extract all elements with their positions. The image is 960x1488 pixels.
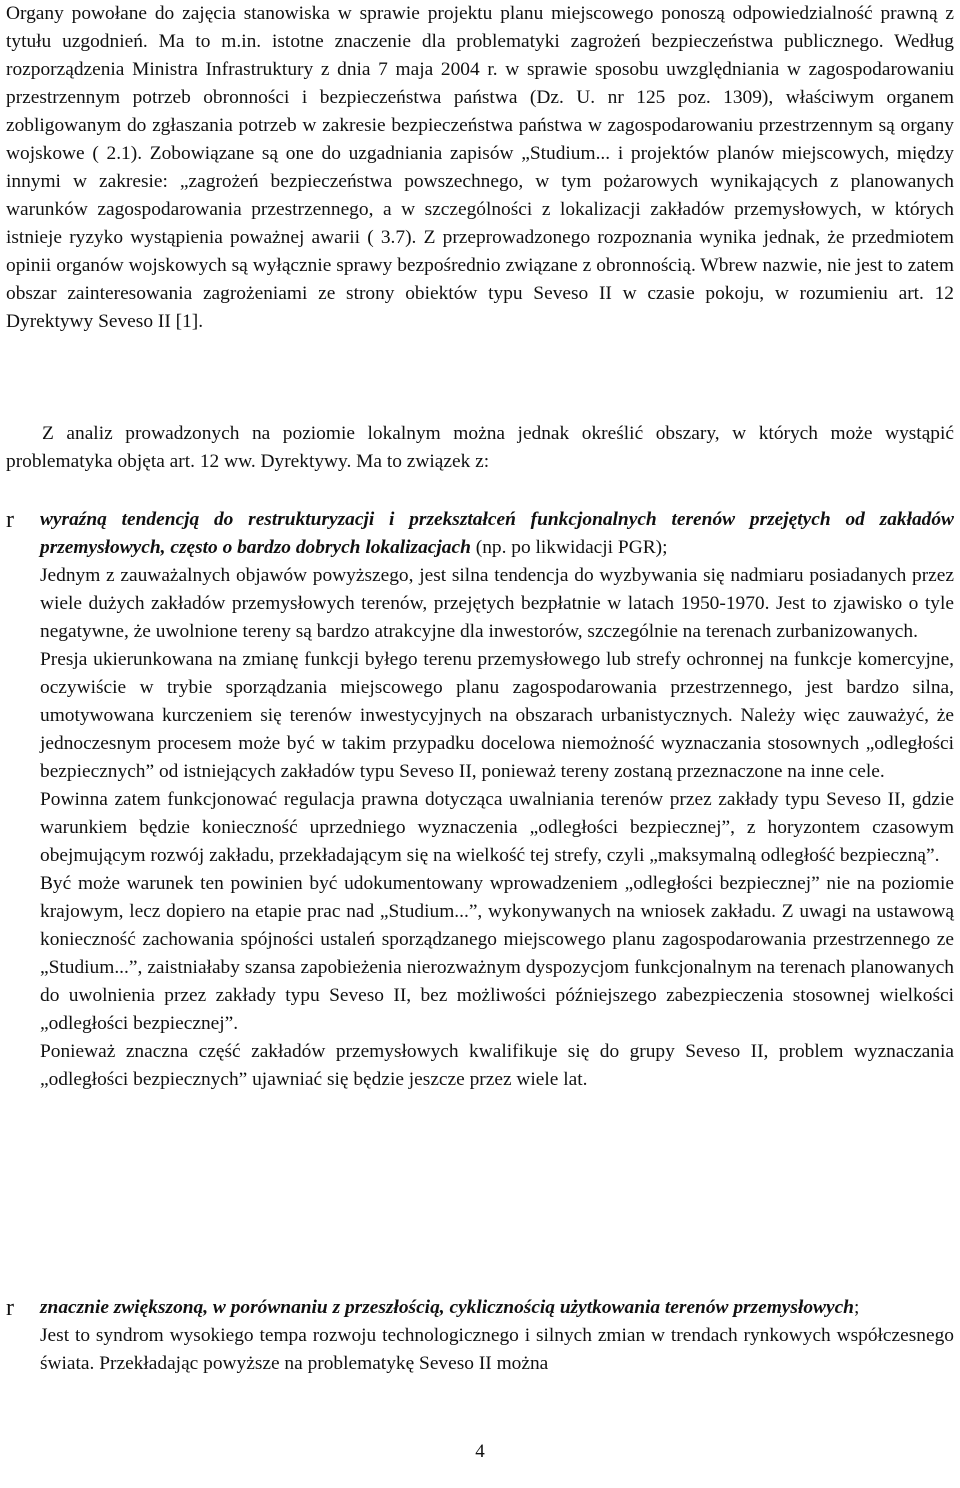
body-paragraph: Powinna zatem funkcjonować regulacja prawna dotycząca uwalniania terenów przez zakłady typu Seveso II, gdzie warunkiem będzie konieczność uprzedniego wyznaczenia „odległości bezpiecznej”, z horyzontem czasowym obejmującym rozwój zakładu, przekładającym się na wielkość tej strefy, czyli „maksymalną odległość bezpieczną”. — [40, 789, 954, 866]
emphasis-text: wyraźną tendencją do restrukturyzacji i przekształceń funkcjonalnych terenów przejętych od zakładów przemysłowych, często o bardzo dobrych lokalizacjach — [40, 509, 954, 558]
heading-tail: (np. po likwidacji PGR); — [470, 537, 668, 558]
list-item-heading — [40, 1294, 954, 1322]
intro-paragraph: Organy powołane do zajęcia stanowiska w sprawie projektu planu miejscowego ponoszą odpowiedzialność prawną z tytułu uzgodnień. Ma to m.in. istotne znaczenie dla problematyki zagrożeń bezpieczeństwa publicznego. Według rozporządzenia Ministra Infrastruktury z dnia 7 maja 2004 r. w sprawie sposobu uwzględniania w zagospodarowaniu przestrzennym potrzeb obronności i bezpieczeństwa państwa (Dz. U. nr 125 poz. 1309), właściwym organem zobligowanym do zgłaszania potrzeb w zakresie bezpieczeństwa państwa w zagospodarowaniu przestrzennym są organy wojskowe ( 2.1). Zobowiązane są one do uzgadniania zapisów „Studium... i projektów planów miejscowych, między innymi w zakresie: „zagrożeń bezpieczeństwa powszechnego, w tym pożarowych wynikających z planowanych warunków zagospodarowania przestrzennego, a w szczególności z lokalizacji zakładów przemysłowych, w których istnieje ryzyko wystąpienia poważnej awarii ( 3.7). Z przeprowadzonego rozpoznania wynika jednak, że przedmiotem opinii organów wojskowych są wyłącznie sprawy bezpośrednio związane z obronnością. Wbrew nazwie, nie jest to zatem obszar zainteresowania zagrożeniami ze strony obiektów typu Seveso II w czasie pokoju, w rozumieniu art. 12 Dyrektywy Seveso II [1]. — [6, 3, 954, 332]
body-paragraph: Presja ukierunkowana na zmianę funkcji byłego terenu przemysłowego lub strefy ochronnej na funkcje komercyjne, oczywiście w trybie sporządzania miejscowego planu zagospodarowania przestrzennego, jest bardzo silna, umotywowana kurczeniem się terenów inwestycyjnych na obszarach urbanistycznych. Należy więc zauważyć, że jednoczesnym procesem może być w takim przypadku docelowa niemożność wyznaczania stosownych „odległości bezpiecznych” od istniejących zakładów typu Seveso II, ponieważ tereny zostaną przeznaczone na inne cele. — [40, 649, 954, 782]
list-item-cyclicity — [40, 1294, 954, 1378]
body-paragraph: Być może warunek ten powinien być udokumentowany wprowadzeniem „odległości bezpiecznej” nie na poziomie krajowym, lecz dopiero na etapie prac nad „Studium...”, wykonywanych na wniosek zakładu. Z uwagi na ustawową konieczność zachowania spójności ustaleń sporządzanego miejscowego planu zagospodarowania przestrzennego ze „Studium...”, zaistniałaby szansa zapobieżenia nierozważnym dyspozycjom funkcjonalnym na terenach planowanych do uwolnienia przez zakłady typu Seveso II, bez możliwości późniejszego zabezpieczenia stosownej wielkości „odległości bezpiecznej”. — [40, 873, 954, 1034]
list-item-heading — [40, 506, 954, 562]
body-paragraph: Ponieważ znaczna część zakładów przemysłowych kwalifikuje się do grupy Seveso II, problem wyznaczania „odległości bezpiecznych” ujawniać się będzie jeszcze przez wiele lat. — [40, 1041, 954, 1090]
body-paragraph: Jest to syndrom wysokiego tempa rozwoju technologicznego i silnych zmian w trendach rynkowych współczesnego świata. Przekładając powyższe na problematykę Seveso II można — [40, 1325, 954, 1374]
emphasis-text: znacznie zwiększoną, w porównaniu z przeszłością, cyklicznością użytkowania terenów przemysłowych — [40, 1297, 854, 1318]
analysis-paragraph: Z analiz prowadzonych na poziomie lokalnym można jednak określić obszary, w których może wystąpić problematyka objęta art. 12 ww. Dyrektywy. Ma to związek z: — [6, 423, 954, 472]
bullet-marker-2: r — [6, 1295, 14, 1321]
bullet-marker-1: r — [6, 507, 14, 533]
list-item-restructuring — [40, 506, 954, 1094]
page-number: 4 — [475, 1441, 485, 1462]
heading-tail: ; — [853, 1297, 860, 1318]
body-paragraph: Jednym z zauważalnych objawów powyższego, jest silna tendencja do wyzbywania się nadmiaru posiadanych przez wiele dużych zakładów przemysłowych terenów, przejętych bezpłatnie w latach 1950-1970. Jest to zjawisko o tyle negatywne, że uwolnione tereny są bardzo atrakcyjne dla inwestorów, szczególnie na terenach zurbanizowanych. — [40, 565, 954, 642]
